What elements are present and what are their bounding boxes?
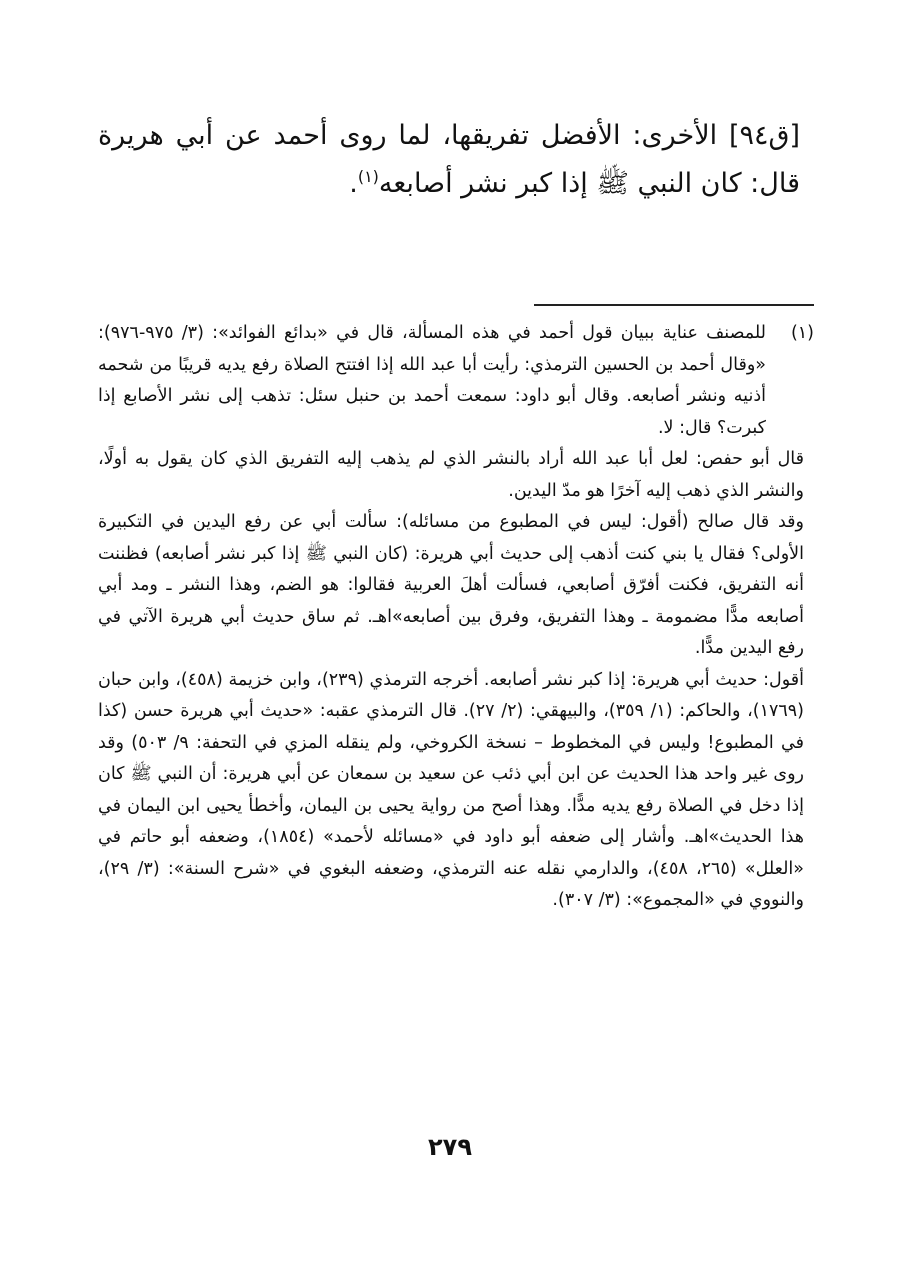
main-paragraph-text: [ق٩٤] الأخرى: الأفضل تفريقها، لما روى أحمد عن أبي هريرة قال: كان النبي ﷺ إذا كبر نشر أصابعه xyxy=(98,120,800,199)
footnote-paragraph: للمصنف عناية ببيان قول أحمد في هذه المسألة، قال في «بدائع الفوائد»: (٣/ ٩٧٥-٩٧٦): «وقال أحمد بن الحسين الترمذي: رأيت أبا عبد الله إذا افتتح الصلاة رفع يديه قريبًا من شحمه أذنيه ونشر أصابعه. وقال أبو داود: سمعت أحمد بن حنبل سئل: تذهب إلى نشر الأصابع إذا كبرت؟ قال: لا. xyxy=(98,323,767,438)
footnote-separator xyxy=(534,304,814,306)
footnote-marker: (١) xyxy=(790,323,814,343)
main-text-block xyxy=(98,112,800,208)
footnote-paragraph: أقول: حديث أبي هريرة: إذا كبر نشر أصابعه. أخرجه الترمذي (٢٣٩)، وابن خزيمة (٤٥٨)، وابن حبان (١٧٦٩)، والحاكم: (١/ ٣٥٩)، والبيهقي: (٢/ ٢٧). قال الترمذي عقبه: «حديث أبي هريرة حسن (كذا في المطبوع! وليس في المخطوط – نسخة الكروخي، ولم ينقله المزي في التحفة: ٩/ ٥٠٣) وقد روى غير واحد هذا الحديث عن ابن أبي ذئب عن سعيد بن سمعان عن أبي هريرة: أن النبي ﷺ كان إذا دخل في الصلاة رفع يديه مدًّا. وهذا أصح من رواية يحيى بن اليمان، وأخطأ يحيى ابن اليمان في هذا الحديث»اهـ. وأشار إلى ضعفه أبو داود في «مسائله لأحمد» (١٨٥٤)، وضعفه أبو حاتم في «العلل» (٢٦٥، ٤٥٨)، والدارمي نقله عنه الترمذي، وضعفه البغوي في «شرح السنة»: (٣/ ٢٩)، والنووي في «المجموع»: (٣/ ٣٠٧). xyxy=(98,669,805,910)
footnote-body xyxy=(98,318,804,917)
footnote-paragraph: وقد قال صالح (أقول: ليس في المطبوع من مسائله): سألت أبي عن رفع اليدين في التكبيرة الأولى؟ فقال يا بني كنت أذهب إلى حديث أبي هريرة: (كان النبي ﷺ إذا كبر نشر أصابعه) فظننت أنه التفريق، فكنت أفرّق أصابعي، فسألت أهلَ العربية فقالوا: هو الضم، وهذا النشر ـ ومد أبي أصابعه مدًّا مضمومة ـ وهذا التفريق، وفرق بين أصابعه»اهـ. ثم ساق حديث أبي هريرة الآتي في رفع اليدين مدًّا. xyxy=(98,512,804,658)
footnote-paragraph: قال أبو حفص: لعل أبا عبد الله أراد بالنشر الذي لم يذهب إليه التفريق الذي كان يقول به أولًا، والنشر الذي ذهب إليه آخرًا هو مدّ اليدين. xyxy=(98,449,804,501)
main-paragraph xyxy=(98,112,800,208)
page-number: ٢٧٩ xyxy=(428,1133,472,1161)
footnote-block xyxy=(98,318,814,917)
footnote-reference: (١) xyxy=(357,167,379,186)
main-paragraph-end: . xyxy=(349,168,358,199)
